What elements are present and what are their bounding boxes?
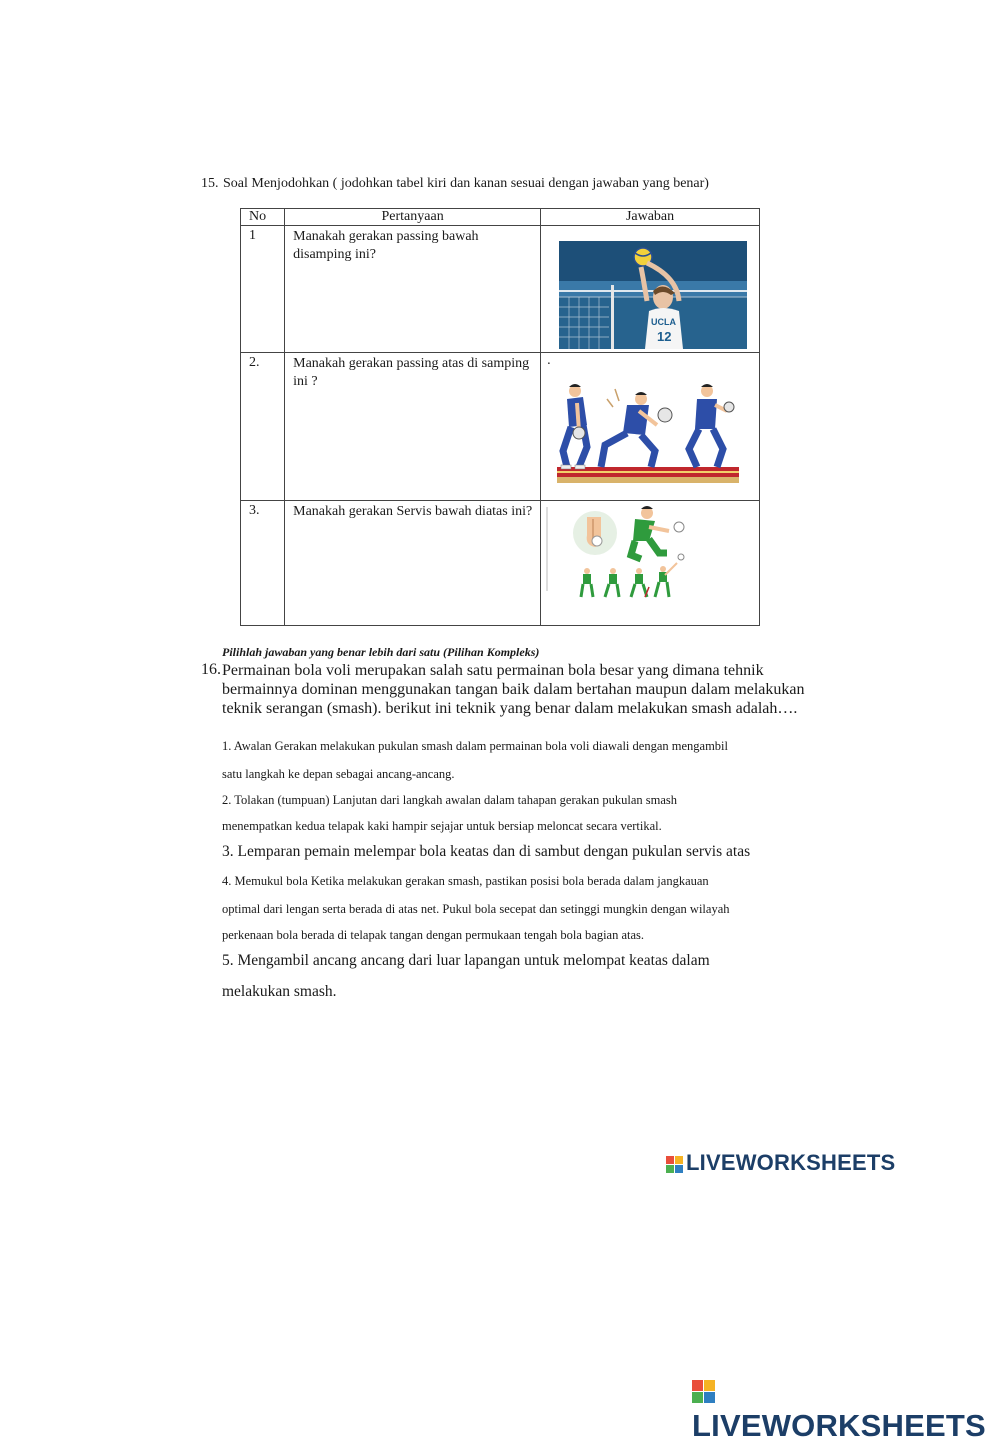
forearm-pass-illustration bbox=[557, 381, 739, 485]
option-3-line-1: 3. Lemparan pemain melempar bola keatas dan di sambut dengan pukulan servis atas bbox=[222, 843, 751, 860]
row-number: 3. bbox=[241, 501, 285, 626]
answer-mark: . bbox=[547, 352, 551, 368]
question-16-text: Permainan bola voli merupakan salah satu permainan bola besar yang dimana tehnik bermainnya dominan menggunakan tangan baik dalam bertahan maupun dalam melakukan teknik serangan (smash). berikut ini teknik yang benar dalam melakukan smash adalah…. bbox=[222, 662, 805, 717]
table-row bbox=[241, 352, 760, 501]
question-16-number: 16. bbox=[201, 661, 221, 678]
answer-cell bbox=[541, 352, 760, 501]
option-5-line-1: 5. Mengambil ancang ancang dari luar lapangan untuk melompat keatas dalam bbox=[222, 952, 710, 969]
option-4-line-3: perkenaan bola berada di telapak tangan dengan permukaan tengah bola bagian atas. bbox=[222, 928, 645, 942]
header-no: No bbox=[241, 209, 285, 226]
row-number: 2. bbox=[241, 352, 285, 501]
header-answer: Jawaban bbox=[541, 209, 760, 226]
table-row bbox=[241, 501, 760, 626]
logo-text: LIVEWORKSHEETS bbox=[686, 1150, 896, 1175]
option-5-line-2: melakukan smash. bbox=[222, 983, 337, 1000]
instruction-text: Pilihlah jawaban yang benar lebih dari satu (Pilihan Kompleks) bbox=[222, 645, 540, 659]
liveworksheets-logo-inner bbox=[666, 1150, 895, 1176]
option-4-line-1: 4. Memukul bola Ketika melakukan gerakan smash, pastikan posisi bola berada dalam jangkauan bbox=[222, 874, 709, 888]
matching-table bbox=[240, 208, 760, 626]
question-15-text: Soal Menjodohkan ( jodohkan tabel kiri dan kanan sesuai dengan jawaban yang benar) bbox=[223, 176, 709, 191]
table-row bbox=[241, 226, 760, 353]
logo-grid-icon bbox=[692, 1380, 715, 1403]
question-15-heading bbox=[201, 176, 709, 192]
svg-text:12: 12 bbox=[657, 329, 672, 345]
option-2-line-2: menempatkan kedua telapak kaki hampir sejajar untuk bersiap meloncat secara vertikal. bbox=[222, 819, 662, 833]
row-number: 1 bbox=[241, 226, 285, 353]
logo-text: LIVEWORKSHEETS bbox=[692, 1408, 986, 1443]
row-question: Manakah gerakan passing atas di samping ini ? bbox=[285, 352, 541, 501]
option-2-line-1: 2. Tolakan (tumpuan) Lanjutan dari langkah awalan dalam tahapan gerakan pukulan smash bbox=[222, 793, 677, 807]
row-question: Manakah gerakan passing bawah disamping ini? bbox=[285, 226, 541, 353]
underhand-serve-illustration bbox=[545, 501, 697, 605]
table-header-row bbox=[241, 209, 760, 226]
liveworksheets-logo-footer bbox=[692, 1372, 1000, 1444]
answer-cell bbox=[541, 226, 760, 353]
answer-cell bbox=[541, 501, 760, 626]
volleyball-set-photo bbox=[559, 241, 747, 349]
option-4-line-2: optimal dari lengan serta berada di atas net. Pukul bola secepat dan setinggi mungkin dengan wilayah bbox=[222, 902, 730, 916]
logo-grid-icon bbox=[666, 1156, 683, 1173]
svg-text:UCLA: UCLA bbox=[651, 317, 677, 328]
option-1-line-2: satu langkah ke depan sebagai ancang-ancang. bbox=[222, 767, 455, 781]
question-15-number: 15. bbox=[201, 176, 219, 191]
option-1-line-1: 1. Awalan Gerakan melakukan pukulan smash dalam permainan bola voli diawali dengan mengambil bbox=[222, 739, 728, 753]
header-question: Pertanyaan bbox=[285, 209, 541, 226]
row-question: Manakah gerakan Servis bawah diatas ini? bbox=[285, 501, 541, 626]
